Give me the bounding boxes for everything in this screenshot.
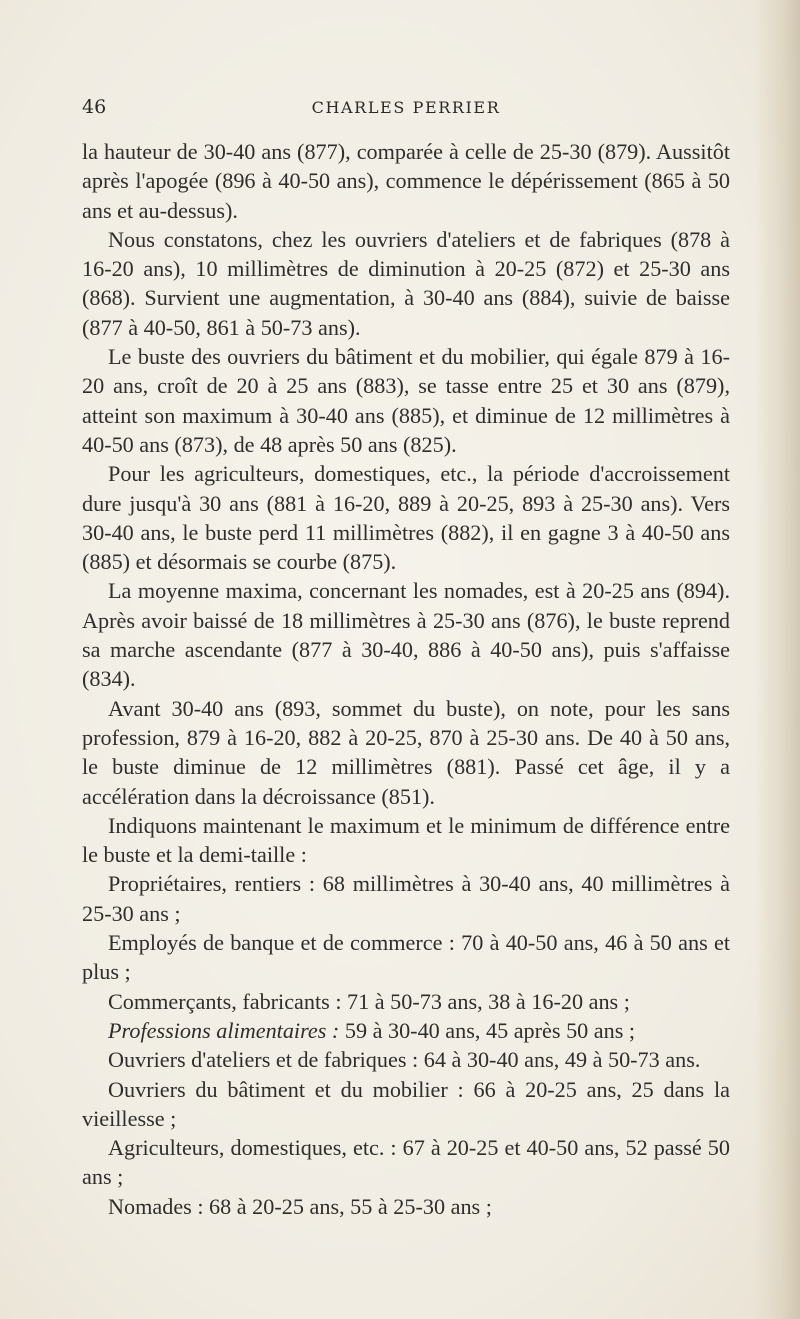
list-item: Ouvriers du bâtiment et du mobilier : 66 à 20-25 ans, 25 dans la vieillesse ; (82, 1076, 730, 1131)
list-item: Propriétaires, rentiers : 68 millimètres à 30-40 ans, 40 millimètres à 25-30 ans ; (82, 871, 730, 926)
paragraph: Pour les agriculteurs, domestiques, etc., la période d'accroissement dure jusqu'à 30 ans (881 à 16-20, 889 à 20-25, 893 à 25-30 ans). Vers 30-40 ans, le buste perd 11 millimètres (882), il en gagne 3 à 40-50 ans (885) et désormais se courbe (875). (82, 461, 730, 575)
running-head: CHARLES PERRIER (311, 98, 501, 117)
paragraph: Le buste des ouvriers du bâtiment et du mobilier, qui égale 879 à 16-20 ans, croît de 20 à 25 ans (883), se tasse entre 25 et 30 ans (879), atteint son maximum à 30-40 ans (885), et diminue de 12 millimètres à 40-50 ans (873), de 48 après 50 ans (825). (82, 344, 730, 457)
list-item: Nomades : 68 à 20-25 ans, 55 à 25-30 ans ; (108, 1193, 492, 1219)
paragraph: Indiquons maintenant le maximum et le minimum de différence entre le buste et la demi-taille : (82, 812, 730, 868)
list-item: Commerçants, fabricants : 71 à 50-73 ans, 38 à 16-20 ans ; (108, 988, 630, 1014)
paragraph: Avant 30-40 ans (893, sommet du buste), on note, pour les sans profession, 879 à 16-20, 882 à 20-25, 870 à 25-30 ans. De 40 à 50 ans, le buste diminue de 12 millimètres (881). Passé cet âge, il y a accélération dans la décroissance (851). (82, 695, 730, 809)
list-item-rest: 59 à 30-40 ans, 45 après 50 ans ; (339, 1017, 636, 1043)
list-item: Agriculteurs, domestiques, etc. : 67 à 20-25 et 40-50 ans, 52 passé 50 ans ; (82, 1135, 730, 1190)
list-item: Ouvriers d'ateliers et de fabriques : 64 à 30-40 ans, 49 à 50-73 ans. (108, 1047, 701, 1073)
page-number: 46 (82, 96, 107, 118)
italic-term: Professions alimentaires : (108, 1017, 340, 1043)
paragraph: la hauteur de 30-40 ans (877), comparée à celle de 25-30 (879). Aussitôt après l'apogée (896 à 40-50 ans), commence le dépérissement (865 à 50 ans et au-dessus). (82, 139, 730, 223)
paragraph: La moyenne maxima, concernant les nomades, est à 20-25 ans (894). Après avoir baissé de 18 millimètres à 25-30 ans (876), le buste reprend sa marche ascendante (877 à 30-40, 886 à 40-50 ans), puis s'affaisse (834). (82, 578, 730, 692)
list-item: Employés de banque et de commerce : 70 à 40-50 ans, 46 à 50 ans et plus ; (82, 930, 730, 985)
paragraph: Nous constatons, chez les ouvriers d'ateliers et de fabriques (878 à 16-20 ans), 10 millimètres de diminution à 20-25 (872) et 25-30 ans (868). Survient une augmentation, à 30-40 ans (884), suivie de baisse (877 à 40-50, 861 à 50-73 ans). (82, 226, 730, 340)
page-edge-shadow (754, 0, 800, 1319)
list-item (82, 1016, 730, 1045)
page-header (82, 96, 730, 126)
body-text (82, 137, 730, 1221)
